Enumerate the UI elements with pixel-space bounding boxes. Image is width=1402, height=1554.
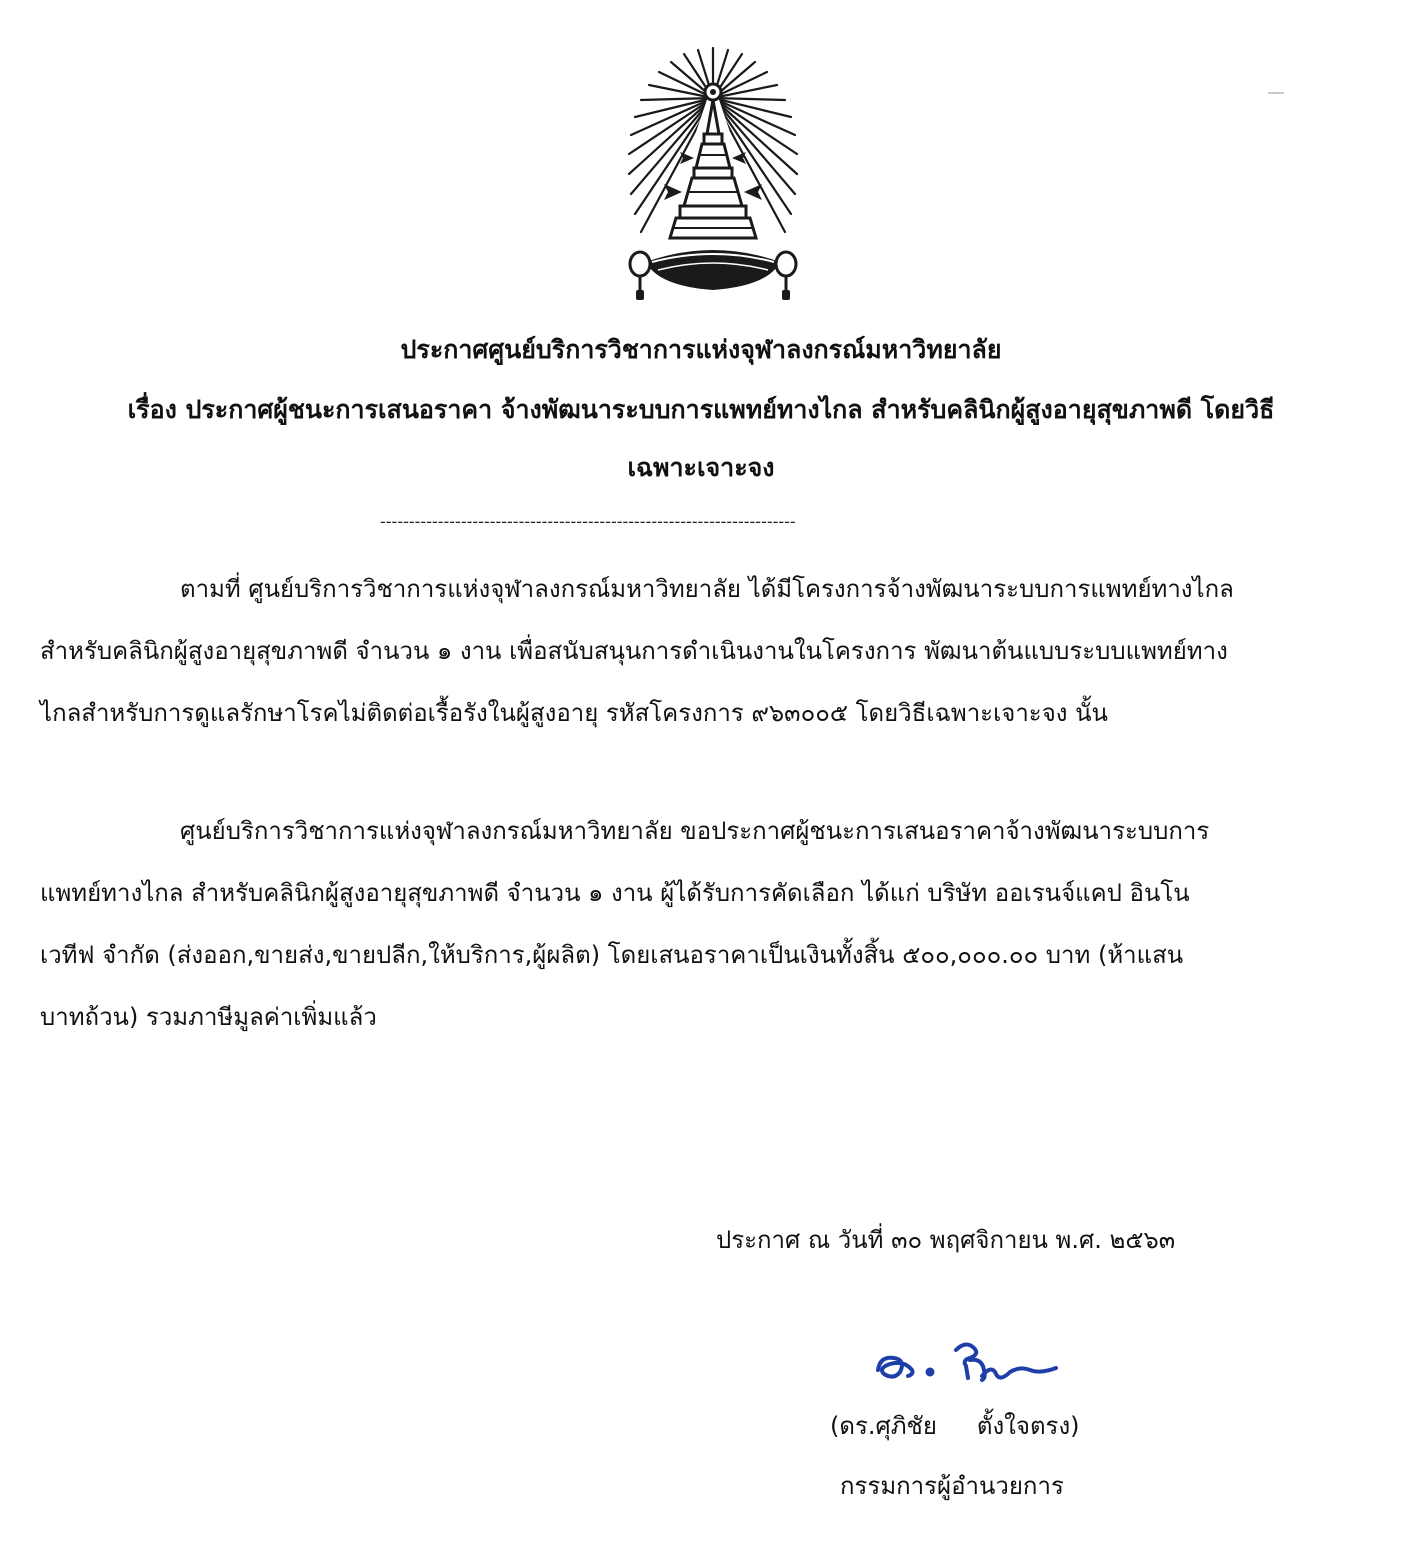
announcement-subject-continued: เฉพาะเจาะจง — [627, 453, 775, 482]
paragraph-2-line: ศูนย์บริการวิชาการแห่งจุฬาลงกรณ์มหาวิทยาลัย ขอประกาศผู้ชนะการเสนอราคาจ้างพัฒนาระบบการ — [180, 817, 1210, 845]
signer-name-last: ตั้งใจตรง) — [976, 1412, 1080, 1440]
paragraph-1-line: ไกลสำหรับการดูแลรักษาโรคไม่ติดต่อเรื้อรังในผู้สูงอายุ รหัสโครงการ ๙๖๓๐๐๕ โดยวิธีเฉพาะเจาะจง นั้น — [40, 699, 1108, 727]
paragraph-2 — [40, 800, 1370, 1048]
paragraph-2-line: แพทย์ทางไกล สำหรับคลินิกผู้สูงอายุสุขภาพดี จำนวน ๑ งาน ผู้ได้รับการคัดเลือก ได้แก่ บริษัท ออเรนจ์แคป อินโน — [40, 879, 1190, 907]
paragraph-1-line: สำหรับคลินิกผู้สูงอายุสุขภาพดี จำนวน ๑ งาน เพื่อสนับสนุนการดำเนินงานในโครงการ พัฒนาต้นแบบระบบแพทย์ทาง — [40, 637, 1228, 665]
signer-name-first: (ดร.ศุภิชัย — [830, 1412, 937, 1440]
announcement-subject: เรื่อง ประกาศผู้ชนะการเสนอราคา จ้างพัฒนาระบบการแพทย์ทางไกล สำหรับคลินิกผู้สูงอายุสุขภาพดี โดยวิธี — [127, 395, 1275, 424]
paragraph-2-line: บาทถ้วน) รวมภาษีมูลค่าเพิ่มแล้ว — [40, 1003, 377, 1031]
divider-line: ------------------------------------------------------------------------ — [380, 512, 796, 531]
signature-image — [870, 1330, 1070, 1390]
university-emblem-icon — [618, 42, 808, 310]
scan-mark — [1268, 92, 1284, 94]
paragraph-1-line: ตามที่ ศูนย์บริการวิชาการแห่งจุฬาลงกรณ์มหาวิทยาลัย ได้มีโครงการจ้างพัฒนาระบบการแพทย์ทางไกล — [180, 575, 1234, 603]
announcement-title: ประกาศศูนย์บริการวิชาการแห่งจุฬาลงกรณ์มหาวิทยาลัย — [400, 335, 1002, 364]
signer-name — [830, 1396, 1080, 1456]
announcement-date: ประกาศ ณ วันที่ ๓๐ พฤศจิกายน พ.ศ. ๒๕๖๓ — [716, 1226, 1176, 1254]
paragraph-1 — [40, 558, 1370, 744]
signer-title: กรรมการผู้อำนวยการ — [840, 1472, 1064, 1500]
paragraph-2-line: เวทีฟ จำกัด (ส่งออก,ขายส่ง,ขายปลีก,ให้บริการ,ผู้ผลิต) โดยเสนอราคาเป็นเงินทั้งสิ้น ๕๐๐,๐๐๐.๐๐ บาท (ห้าแสน — [40, 941, 1184, 969]
